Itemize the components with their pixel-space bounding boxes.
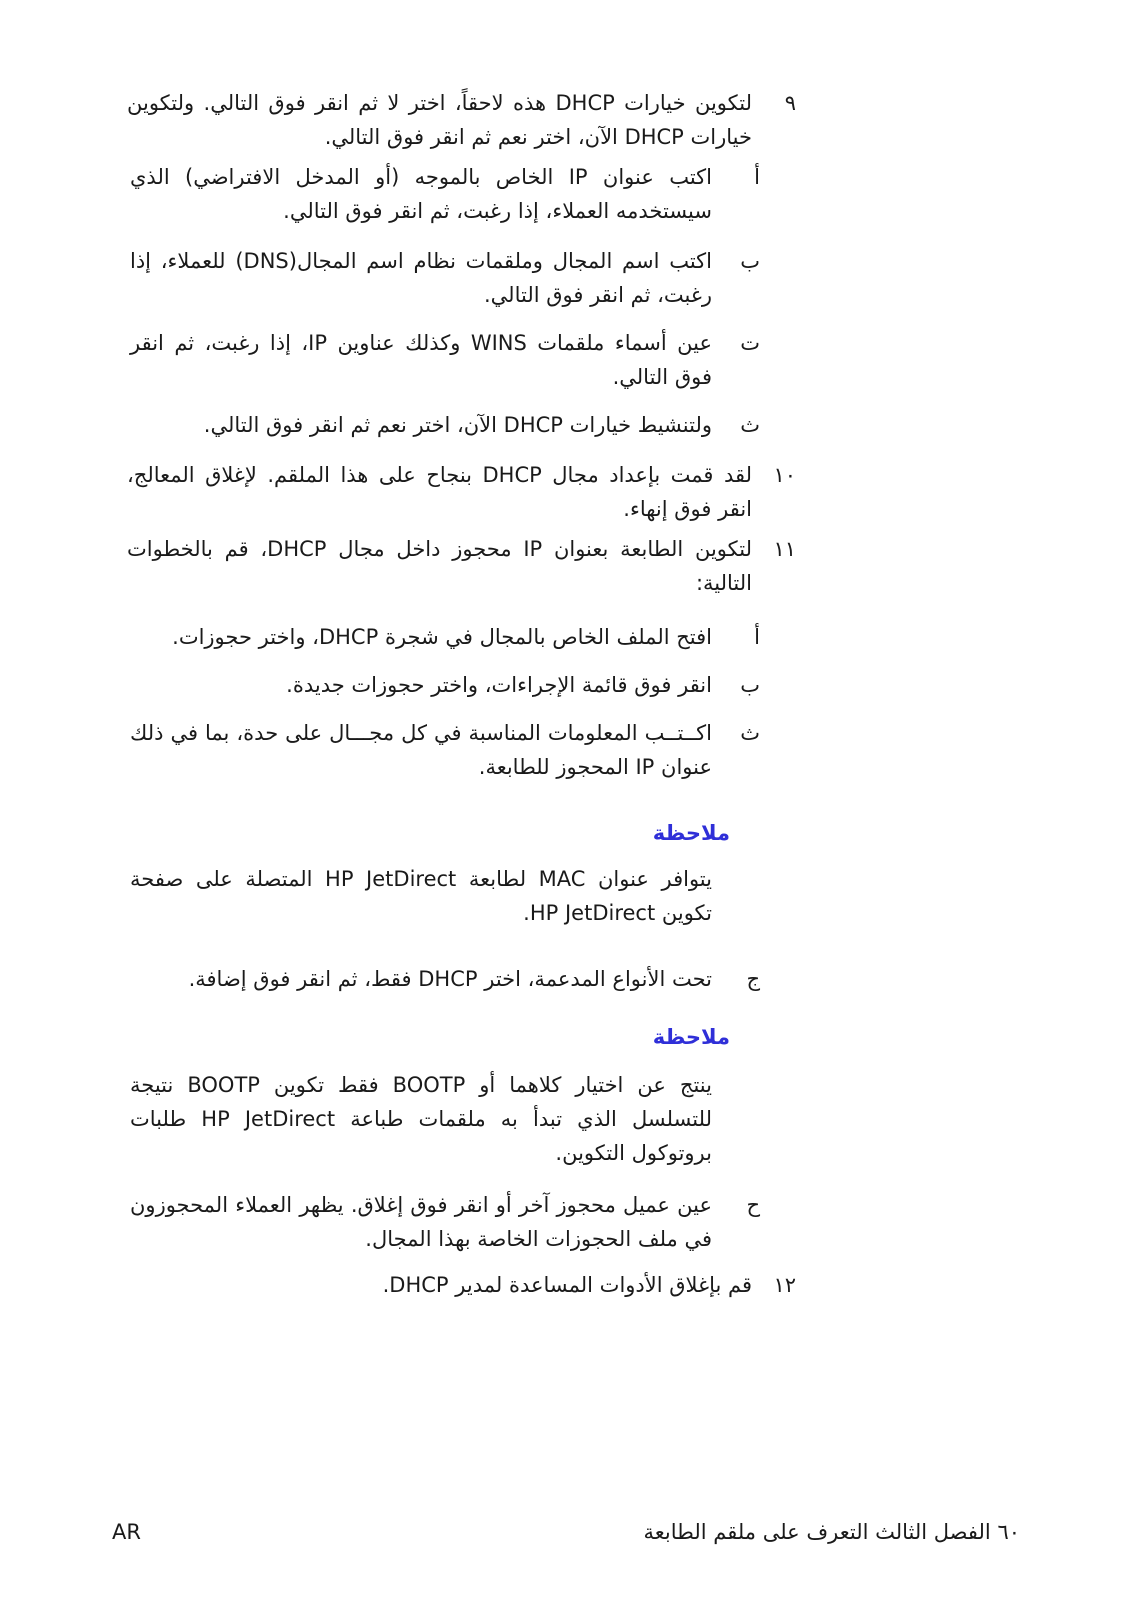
sub-step-text: عين عميل محجوز آخر أو انقر فوق إغلاق. يظهر العملاء المحجوزون في ملف الحجوزات الخاصة بهذا المجال. [130,1193,712,1251]
step-number: ١١ [773,537,796,561]
sub-step-text: عين أسماء ملقمات WINS وكذلك عناوين IP، إذا رغبت، ثم انقر فوق التالي. [130,331,712,389]
step-number: ١٢ [773,1273,796,1297]
sub-step-text: اكتب عنوان IP الخاص بالموجه (أو المدخل الافتراضي) الذي سيستخدمه العملاء، إذا رغبت، ثم انقر فوق التالي. [130,165,712,223]
sub-step-letter: ت [740,331,760,355]
step-number: ١٠ [773,463,796,487]
sub-step-letter: ث [740,721,760,745]
step-text: قم بإغلاق الأدوات المساعدة لمدير DHCP. [382,1273,752,1297]
sub-step-text: تحت الأنواع المدعمة، اختر DHCP فقط، ثم انقر فوق إضافة. [188,967,712,991]
sub-step-letter: أ [754,165,760,189]
sub-step-letter: ح [746,1193,760,1217]
page-footer: ٦٠ الفصل الثالث التعرف على ملقم الطابعة [643,1520,1020,1544]
step-number: ٩ [784,91,796,115]
note-title: ملاحظة [652,821,730,845]
note-body: ينتج عن اختيار كلاهما أو BOOTP فقط تكوين BOOTP نتيجة للتسلسل الذي تبدأ به ملقمات طباعة HP JetDirect طلبات بروتوكول التكوين. [130,1073,712,1165]
sub-step-text: افتح الملف الخاص بالمجال في شجرة DHCP، واختر حجوزات. [172,625,712,649]
sub-step-letter: ب [740,673,760,697]
sub-step-letter: أ [754,625,760,649]
sub-step-text: ولتنشيط خيارات DHCP الآن، اختر نعم ثم انقر فوق التالي. [203,413,712,437]
sub-step-text: انقر فوق قائمة الإجراءات، واختر حجوزات جديدة. [286,673,712,697]
step-text: لتكوين خيارات DHCP هذه لاحقاً، اختر لا ثم انقر فوق التالي. ولتكوين خيارات DHCP الآن، اختر نعم ثم انقر فوق التالي. [127,91,752,149]
step-text: لتكوين الطابعة بعنوان IP محجوز داخل مجال DHCP، قم بالخطوات التالية: [127,537,752,595]
sub-step-text: اكــتــب المعلومات المناسبة في كل مجـــال على حدة، بما في ذلك عنوان IP المحجوز للطابعة. [130,721,712,779]
language-code: AR [112,1520,141,1544]
step-text: لقد قمت بإعداد مجال DHCP بنجاح على هذا الملقم. لإغلاق المعالج، انقر فوق إنهاء. [127,463,752,521]
sub-step-letter: ب [740,249,760,273]
note-title: ملاحظة [652,1025,730,1049]
sub-step-text: اكتب اسم المجال وملقمات نظام اسم المجال(DNS) للعملاء، إذا رغبت، ثم انقر فوق التالي. [130,249,712,307]
sub-step-letter: ج [746,967,760,991]
note-body: يتوافر عنوان MAC لطابعة HP JetDirect المتصلة على صفحة تكوين HP JetDirect. [130,867,712,925]
sub-step-letter: ث [740,413,760,437]
